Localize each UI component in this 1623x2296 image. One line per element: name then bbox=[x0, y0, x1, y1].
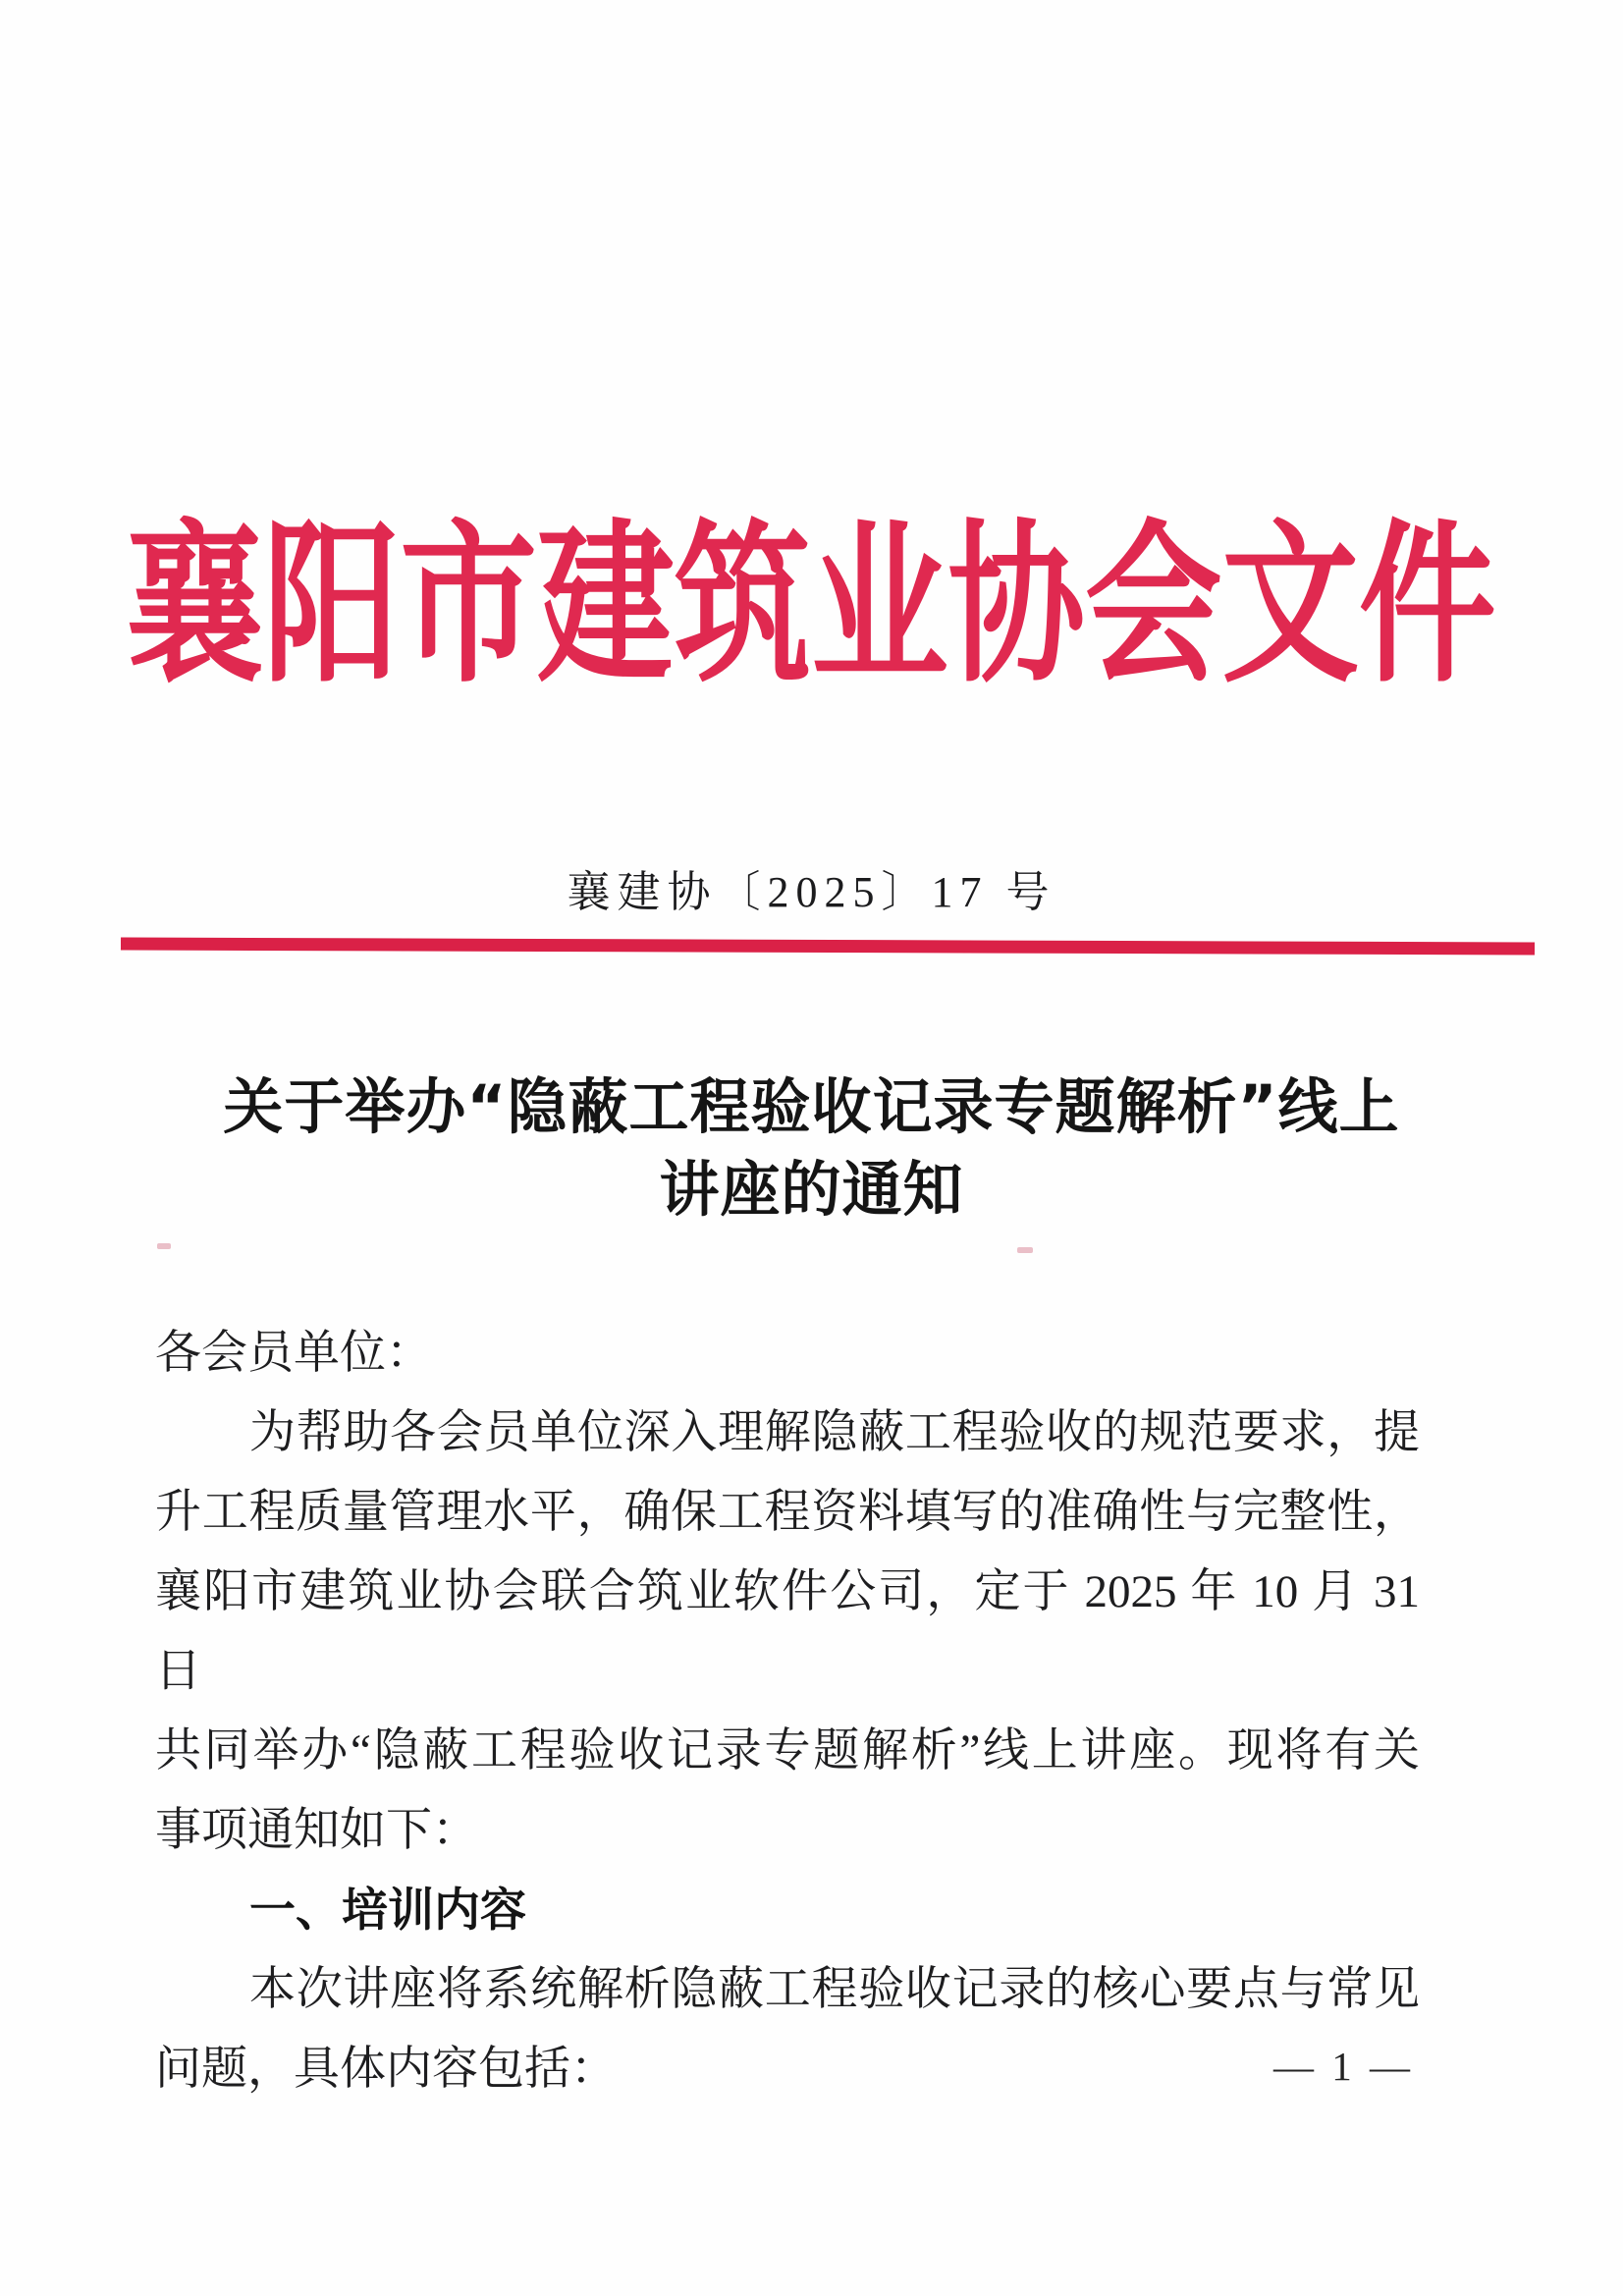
body-line: 一、培训内容 bbox=[249, 1884, 526, 1938]
body-line: 事项通知如下： bbox=[155, 1805, 478, 1856]
body-line: 襄阳市建筑业协会联合筑业软件公司，定于 2025 年 10 月 31 日 bbox=[155, 1566, 1420, 1697]
body-line: 本次讲座将系统解析隐蔽工程验收记录的核心要点与常见 bbox=[249, 1964, 1420, 2015]
body-line: 各会员单位： bbox=[155, 1328, 432, 1379]
notice-title-line1: 关于举办“隐蔽工程验收记录专题解析”线上 bbox=[223, 1072, 1400, 1142]
body-line: 共同举办“隐蔽工程验收记录专题解析”线上讲座。现将有关 bbox=[155, 1725, 1420, 1777]
scan-speck bbox=[157, 1243, 171, 1249]
body-line: 为帮助各会员单位深入理解隐蔽工程验收的规范要求，提 bbox=[249, 1407, 1420, 1458]
org-banner-title: 襄阳市建筑业协会文件 bbox=[126, 502, 1496, 707]
body-line: 升工程质量管理水平，确保工程资料填写的准确性与完整性， bbox=[155, 1487, 1420, 1538]
notice-title-line2: 讲座的通知 bbox=[659, 1155, 964, 1225]
notice-title bbox=[0, 1066, 1623, 1231]
document-header-banner bbox=[0, 502, 1623, 707]
page-number: — 1 — bbox=[1273, 2044, 1414, 2089]
notice-body bbox=[155, 1314, 1420, 2109]
doc-number: 襄建协〔2025〕17 号 bbox=[567, 868, 1056, 916]
red-divider-line bbox=[121, 937, 1535, 955]
body-line: 问题，具体内容包括： bbox=[155, 2044, 617, 2095]
scan-speck bbox=[1017, 1247, 1033, 1253]
